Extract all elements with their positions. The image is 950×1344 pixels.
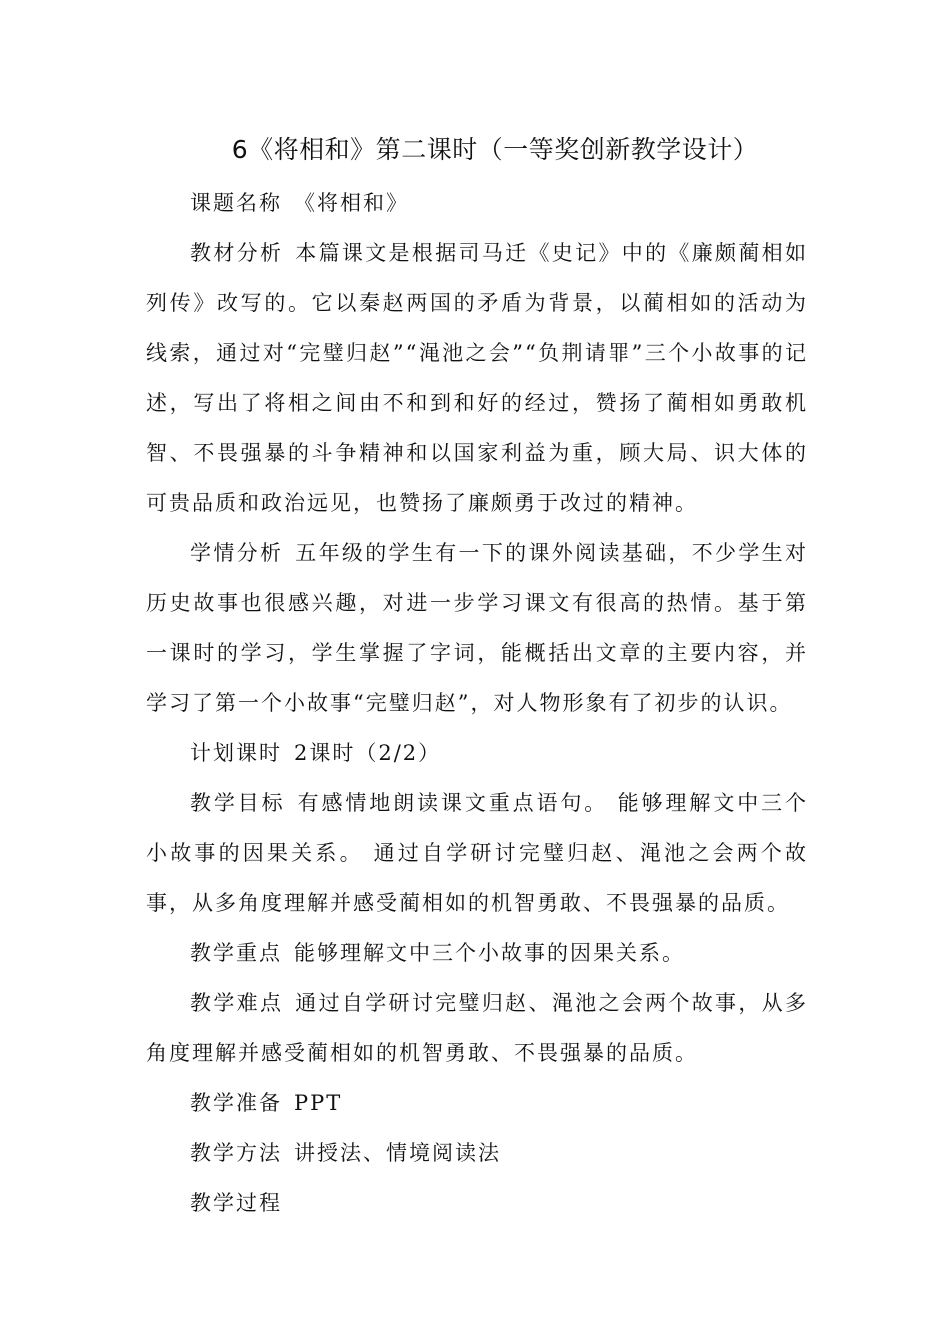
section-text: 能够理解文中三个小故事的因果关系。	[294, 941, 685, 965]
section-methods	[146, 1128, 808, 1178]
section-label: 教学准备	[190, 1091, 282, 1115]
section-text: 通过自学研讨完璧归赵、渑池之会两个故事，从多角度理解并感受蔺相如的机智勇敢、不畏强暴的品质。	[146, 991, 808, 1065]
section-process	[146, 1178, 808, 1228]
section-student-analysis	[146, 528, 808, 728]
section-difficult-points	[146, 978, 808, 1078]
section-label: 教材分析	[190, 241, 284, 265]
section-textbook-analysis	[146, 228, 808, 528]
section-teaching-goals	[146, 778, 808, 928]
section-text: 2课时（2/2）	[294, 741, 442, 765]
section-text: PPT	[294, 1091, 343, 1115]
section-label: 教学过程	[190, 1191, 282, 1215]
section-key-points	[146, 928, 808, 978]
section-preparation	[146, 1078, 808, 1128]
document-title: 6《将相和》第二课时（一等奖创新教学设计）	[231, 135, 759, 164]
section-text: 五年级的学生有一下的课外阅读基础，不少学生对历史故事也很感兴趣，对进一步学习课文有很高的热情。基于第一课时的学习，学生掌握了字词，能概括出文章的主要内容，并学习了第一个小故事“完璧归赵”，对人物形象有了初步的认识。	[146, 541, 808, 715]
section-topic	[146, 178, 808, 228]
section-planned-periods	[146, 728, 808, 778]
section-label: 计划课时	[190, 741, 282, 765]
section-label: 学情分析	[190, 541, 284, 565]
section-label: 课题名称	[190, 191, 282, 215]
section-label: 教学目标	[190, 791, 286, 815]
document-body	[146, 178, 808, 1228]
section-text: 本篇课文是根据司马迁《史记》中的《廉颇蔺相如列传》改写的。它以秦赵两国的矛盾为背景，以蔺相如的活动为线索，通过对“完璧归赵”“渑池之会”“负荆请罪”三个小故事的记述，写出了将相之间由不和到和好的经过，赞扬了蔺相如勇敢机智、不畏强暴的斗争精神和以国家利益为重，顾大局、识大体的可贵品质和政治远见，也赞扬了廉颇勇于改过的精神。	[146, 241, 808, 515]
section-label: 教学难点	[190, 991, 284, 1015]
section-label: 教学重点	[190, 941, 282, 965]
section-text: 《将相和》	[294, 191, 409, 215]
section-text: 有感情地朗读课文重点语句。 能够理解文中三个小故事的因果关系。 通过自学研讨完璧归赵、渑池之会两个故事，从多角度理解并感受蔺相如的机智勇敢、不畏强暴的品质。	[146, 791, 808, 915]
section-text: 讲授法、情境阅读法	[294, 1141, 501, 1165]
section-label: 教学方法	[190, 1141, 282, 1165]
